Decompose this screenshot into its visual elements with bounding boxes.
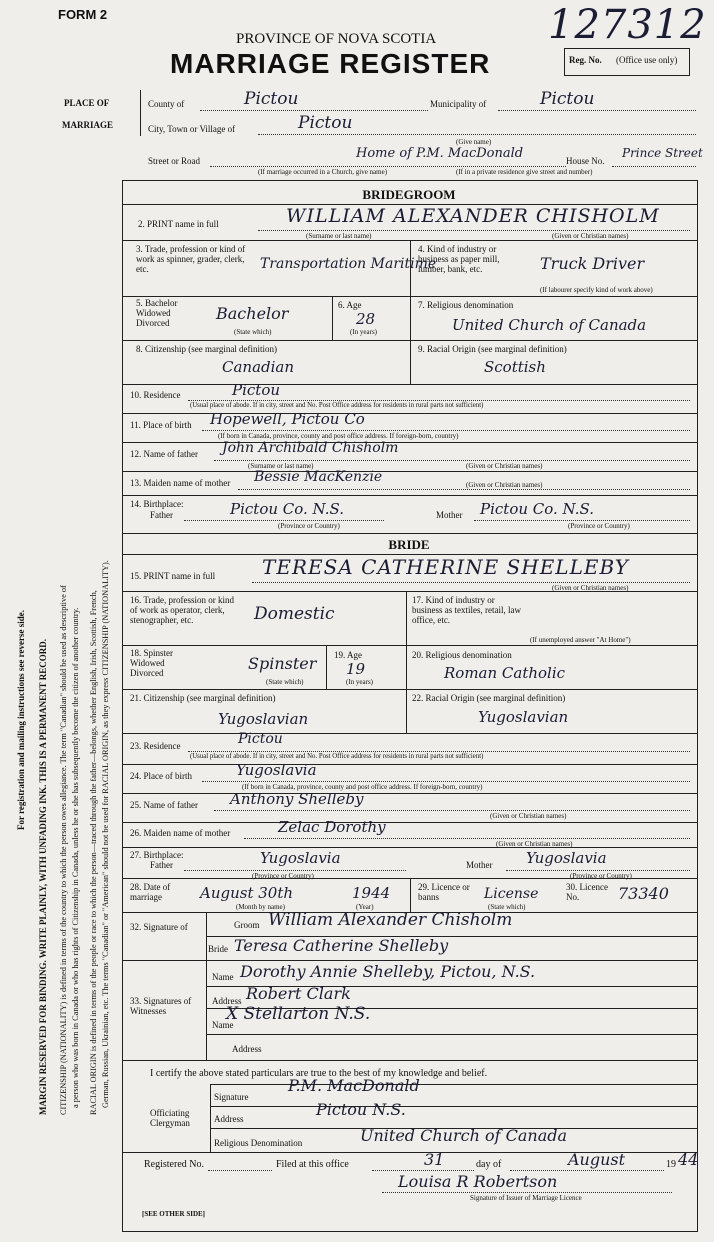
licence-type-value: License [484, 886, 539, 902]
witnesses-label: 33. Signatures of Witnesses [130, 996, 192, 1016]
w1-name-label: Name [212, 972, 234, 982]
w2-name-value: X Stellarton N.S. [226, 1004, 371, 1024]
groom-mother-label: 13. Maiden name of mother [130, 478, 231, 488]
groom-residence-note: (Usual place of abode. If in city, street and No. Post Office address for residents in rural parts not sufficient) [190, 402, 484, 409]
groom-status-label: 5. Bachelor Widowed Divorced [136, 298, 178, 328]
groom-father-surname-note: (Surname or last name) [248, 462, 314, 470]
groom-birth-note: (If born in Canada, province, county and post office address. If foreign-born, country) [218, 432, 459, 440]
bridegroom-heading: BRIDEGROOM [362, 187, 456, 202]
form-label: FORM 2 [58, 7, 108, 22]
groom-state-note: (State which) [234, 328, 272, 336]
marriage-date-value: August 30th [200, 884, 294, 902]
groom-labourer-note: (If labourer specify kind of work above) [540, 286, 653, 294]
groom-father-label: 12. Name of father [130, 449, 198, 459]
municipality-value: Pictou [540, 89, 595, 109]
groom-signature: William Alexander Chisholm [268, 910, 513, 930]
bride-name-label: 15. PRINT name in full [130, 571, 216, 581]
groom-residence-label: 10. Residence [130, 390, 181, 400]
groom-religion-label: 7. Religious denomination [418, 300, 514, 310]
w2-name-label: Name [212, 1020, 234, 1030]
groom-age-label: 6. Age [338, 300, 362, 310]
day-of-label: day of [476, 1159, 502, 1170]
groom-father-value: John Archibald Chisholm [222, 440, 399, 456]
bride-residence-value: Pictou [238, 731, 283, 747]
groom-trade-value: Transportation Maritime [260, 256, 437, 272]
groom-origin-label: 9. Racial Origin (see marginal definition) [418, 344, 567, 354]
groom-father-birthplace-value: Pictou Co. N.S. [230, 500, 345, 518]
filed-day-value: 31 [424, 1150, 445, 1169]
bride-name-value: TERESA CATHERINE SHELLEBY [262, 555, 630, 579]
groom-religion-value: United Church of Canada [452, 316, 647, 334]
groom-origin-value: Scottish [484, 358, 546, 376]
groom-birthplace-mother-label: Mother [436, 510, 463, 520]
licence-type-label: 29. Licence or banns [418, 882, 470, 902]
groom-trade-label: 3. Trade, profession or kind of work as spinner, grader, clerk, etc. [136, 244, 246, 274]
city-value: Pictou [298, 113, 353, 133]
private-note: (If in a private residence give street and number) [456, 168, 593, 176]
bride-birthplace-value: Yugoslavia [236, 761, 317, 779]
bride-birthplace-mother-label: Mother [466, 860, 493, 870]
groom-citizenship-value: Canadian [222, 358, 295, 376]
filed-year-value: 44 [678, 1150, 699, 1169]
groom-mother-birthplace-value: Pictou Co. N.S. [480, 500, 595, 518]
bride-status-value: Spinster [248, 654, 317, 673]
reg-no-label: Reg. No. [569, 55, 602, 65]
bride-status-label: 18. Spinster Widowed Divorced [130, 648, 174, 678]
margin-racial-2: German, Russian, Ukrainian, etc. The terms "Canadian" or "American" should not be used for RACIAL ORIGIN, as they express CITIZENSHIP (NATIONALITY). [101, 560, 110, 1108]
bride-father-given-note: (Given or Christian names) [490, 812, 567, 820]
clergy-sig-value: P.M. MacDonald [288, 1076, 420, 1095]
bride-given-note: (Given or Christian names) [552, 584, 629, 592]
marriage-year-note: (Year) [356, 903, 374, 911]
groom-birthplace-label: 11. Place of birth [130, 420, 192, 430]
bride-birthplaces-label: 27. Birthplace: [130, 850, 184, 860]
certify-text: I certify the above stated particulars are true to the best of my knowledge and belief. [150, 1068, 488, 1079]
bride-residence-label: 23. Residence [130, 741, 181, 751]
clergy-sig-label: Signature [214, 1092, 249, 1102]
clergy-address-label: Address [214, 1114, 244, 1124]
province-heading: PROVINCE OF NOVA SCOTIA [236, 31, 437, 47]
bride-origin-label: 22. Racial Origin (see marginal definition) [412, 693, 566, 703]
bride-industry-label: 17. Kind of industry or business as textiles, retail, law office, etc. [412, 595, 521, 625]
groom-citizenship-label: 8. Citizenship (see marginal definition) [136, 344, 278, 354]
w2-address-label: Address [232, 1044, 262, 1054]
groom-industry-label: 4. Kind of industry or business as paper mill, lumber, bank, etc. [418, 244, 500, 274]
house-label: House No. [566, 156, 605, 166]
licence-no-label: 30. Licence No. [566, 882, 608, 902]
bride-trade-label: 16. Trade, profession or kind of work as operator, clerk, stenographer, etc. [130, 595, 234, 625]
bride-birth-note: (If born in Canada, province, county and post office address. If foreign-born, country) [242, 783, 483, 791]
groom-given-note: (Given or Christian names) [552, 232, 629, 240]
groom-mother-value: Bessie MacKenzie [254, 469, 383, 485]
licence-state-note: (State which) [488, 903, 526, 911]
street-label: Street or Road [148, 156, 200, 166]
w1-address-label: Address [212, 996, 242, 1006]
bride-trade-value: Domestic [254, 604, 335, 624]
bride-father-value: Anthony Shelleby [230, 790, 364, 808]
filed-label: Filed at this office [276, 1159, 349, 1170]
bride-state-note: (State which) [266, 678, 304, 686]
bride-father-prov-note: (Province or Country) [252, 872, 314, 880]
street-value: Home of P.M. MacDonald [356, 146, 524, 161]
groom-mother-given-note: (Given or Christian names) [466, 481, 543, 489]
bride-birthplace-father-label: Father [150, 860, 173, 870]
margin-citizenship-2: a person who was born in Canada or who has rights of Citizenship in Canada, unless he or she has subsequently become the citizen of another country. [71, 607, 80, 1108]
groom-birthplaces-label: 14. Birthplace: [130, 499, 184, 509]
groom-age-value: 28 [356, 310, 376, 328]
officiating-label: Officiating Clergyman [150, 1108, 190, 1128]
margin-instructions-bold: MARGIN RESERVED FOR BINDING. WRITE PLAINLY, WITH UNFADING INK. THIS IS A PERMANENT RECORD. [38, 638, 48, 1115]
church-note: (If marriage occurred in a Church, give name) [258, 168, 388, 176]
marriage-month-note: (Month by name) [236, 903, 285, 911]
bride-birthplace-label: 24. Place of birth [130, 771, 192, 781]
bride-mother-label: 26. Maiden name of mother [130, 828, 231, 838]
clergy-denom-value: United Church of Canada [360, 1126, 568, 1145]
house-value: Prince Street [622, 146, 703, 160]
county-label: County of [148, 99, 185, 109]
bride-age-label: 19. Age [334, 650, 362, 660]
margin-racial-1: RACIAL ORIGIN is defined in terms of the people or race to which the person—traced through the father—belongs, whether English, Irish, Scottish, French, [89, 590, 98, 1115]
bride-mother-birthplace-value: Yugoslavia [526, 849, 607, 867]
margin-instructions: For registration and mailing instructions see reverse side. [16, 610, 26, 830]
marriage-label: MARRIAGE [62, 120, 113, 130]
bride-age-note: (In years) [346, 678, 374, 686]
register-number: 127312 [548, 2, 707, 48]
groom-father-given-note: (Given or Christian names) [466, 462, 543, 470]
see-other-side: [SEE OTHER SIDE] [142, 1210, 206, 1218]
groom-birthplace-value: Hopewell, Pictou Co [210, 410, 365, 428]
bride-mother-given-note: (Given or Christian names) [496, 840, 573, 848]
groom-name-label: 2. PRINT name in full [138, 219, 219, 229]
groom-status-value: Bachelor [216, 304, 289, 323]
licence-no-value: 73340 [618, 884, 669, 903]
filed-month-value: August [568, 1150, 626, 1169]
bride-citizenship-label: 21. Citizenship (see marginal definition) [130, 693, 276, 703]
clergy-denom-label: Religious Denomination [214, 1138, 303, 1148]
bride-father-label: 25. Name of father [130, 800, 198, 810]
bride-sig-label: Bride [208, 944, 228, 954]
municipality-label: Municipality of [430, 99, 487, 109]
marriage-year-value: 1944 [352, 884, 391, 902]
signature-of-label: 32. Signature of [130, 922, 188, 932]
marriage-date-label: 28. Date of marriage [130, 882, 171, 902]
reg-no-note: (Office use only) [616, 55, 678, 65]
groom-age-note: (In years) [350, 328, 378, 336]
bride-residence-note: (Usual place of abode. If in city, street and No. Post Office address for residents in rural parts not sufficient) [190, 753, 484, 760]
groom-father-prov-note: (Province or Country) [278, 522, 340, 530]
groom-sig-label: Groom [234, 920, 260, 930]
filed-year-prefix: 19 [666, 1159, 676, 1170]
w1-name-value: Dorothy Annie Shelleby, Pictou, N.S. [240, 962, 536, 981]
place-of-label: PLACE OF [64, 98, 110, 108]
bride-religion-value: Roman Catholic [444, 664, 566, 682]
issuer-label: Signature of Issuer of Marriage Licence [470, 1194, 582, 1202]
bride-age-value: 19 [346, 660, 366, 678]
groom-surname-note: (Surname or last name) [306, 232, 372, 240]
bride-citizenship-value: Yugoslavian [218, 710, 309, 728]
margin-citizenship-1: CITIZENSHIP (NATIONALITY) is defined in terms of the country to which the person owes allegiance. The term "Canadian" should be used as descriptive of [59, 585, 68, 1115]
groom-mother-prov-note: (Province or Country) [568, 522, 630, 530]
give-name-note: (Give name) [456, 138, 492, 146]
bride-mother-value: Zelac Dorothy [278, 818, 386, 836]
bride-heading: BRIDE [388, 537, 430, 552]
bride-religion-label: 20. Religious denomination [412, 650, 512, 660]
groom-industry-value: Truck Driver [540, 254, 645, 273]
bride-mother-prov-note: (Province or Country) [570, 872, 632, 880]
groom-residence-value: Pictou [232, 381, 281, 399]
page-title: MARRIAGE REGISTER [170, 48, 491, 79]
city-label: City, Town or Village of [148, 124, 236, 134]
bride-origin-value: Yugoslavian [478, 708, 569, 726]
groom-name-value: WILLIAM ALEXANDER CHISHOLM [286, 205, 660, 227]
registered-label: Registered No. [144, 1159, 204, 1170]
bride-unemployed-note: (If unemployed answer "At Home") [530, 636, 631, 644]
w1-address-value: Robert Clark [246, 984, 351, 1003]
issuer-signature: Louisa R Robertson [398, 1172, 558, 1191]
bride-signature: Teresa Catherine Shelleby [234, 936, 449, 955]
groom-birthplace-father-label: Father [150, 510, 173, 520]
county-value: Pictou [244, 89, 299, 109]
clergy-address-value: Pictou N.S. [316, 1100, 406, 1119]
bride-father-birthplace-value: Yugoslavia [260, 849, 341, 867]
